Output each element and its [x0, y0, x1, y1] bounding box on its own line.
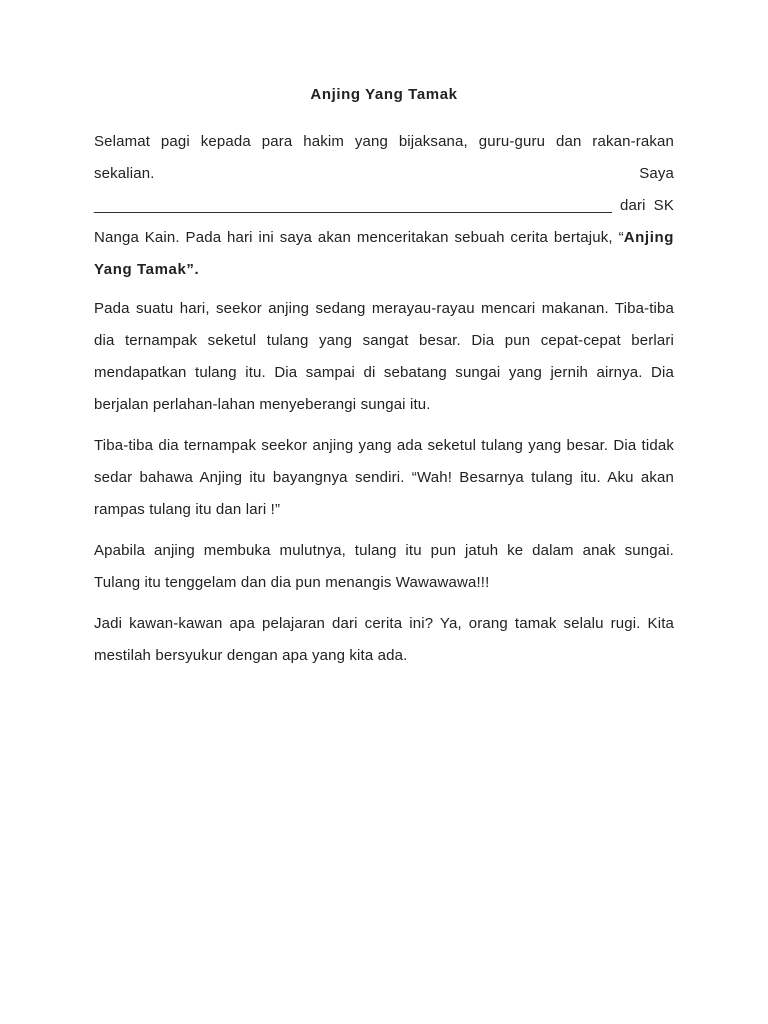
story-paragraph-3: Apabila anjing membuka mulutnya, tulang itu pun jatuh ke dalam anak sungai. Tulang itu tenggelam dan dia pun menangis Wawawawa!!!: [94, 542, 674, 591]
story-paragraph-2: Tiba-tiba dia ternampak seekor anjing yang ada seketul tulang yang besar. Dia tidak sedar bahawa Anjing itu bayangnya sendiri. “Wah! Besarnya tulang itu. Aku akan rampas tulang itu dan lari !”: [94, 437, 674, 518]
story-title-quote: Anjing Yang Tamak”.: [94, 229, 674, 278]
quote-open: “: [618, 229, 624, 246]
name-blank-line: _____________________________________________________________: [94, 197, 613, 214]
intro-line-1: Selamat pagi kepada para hakim yang bijaksana, guru-guru dan rakan-rakan: [94, 133, 674, 150]
intro-paragraph: [94, 126, 674, 286]
intro-sekalian: sekalian.: [94, 165, 155, 182]
document-body: [94, 126, 674, 681]
story-paragraph-1: Pada suatu hari, seekor anjing sedang merayau-rayau mencari makanan. Tiba-tiba dia ternampak seketul tulang yang sangat besar. Dia pun cepat-cepat berlari mendapatkan tulang itu. Dia sampai di sebatang sungai yang jernih airnya. Dia berjalan perlahan-lahan menyeberangi sungai itu.: [94, 300, 674, 413]
document-title: Anjing Yang Tamak: [310, 86, 458, 103]
story-paragraph-4: Jadi kawan-kawan apa pelajaran dari cerita ini? Ya, orang tamak selalu rugi. Kita mestilah bersyukur dengan apa yang kita ada.: [94, 615, 674, 664]
intro-line-3: dari SK Nanga Kain. Pada hari ini saya akan menceritakan sebuah cerita bertajuk,: [94, 197, 674, 246]
intro-saya: Saya: [639, 165, 674, 182]
